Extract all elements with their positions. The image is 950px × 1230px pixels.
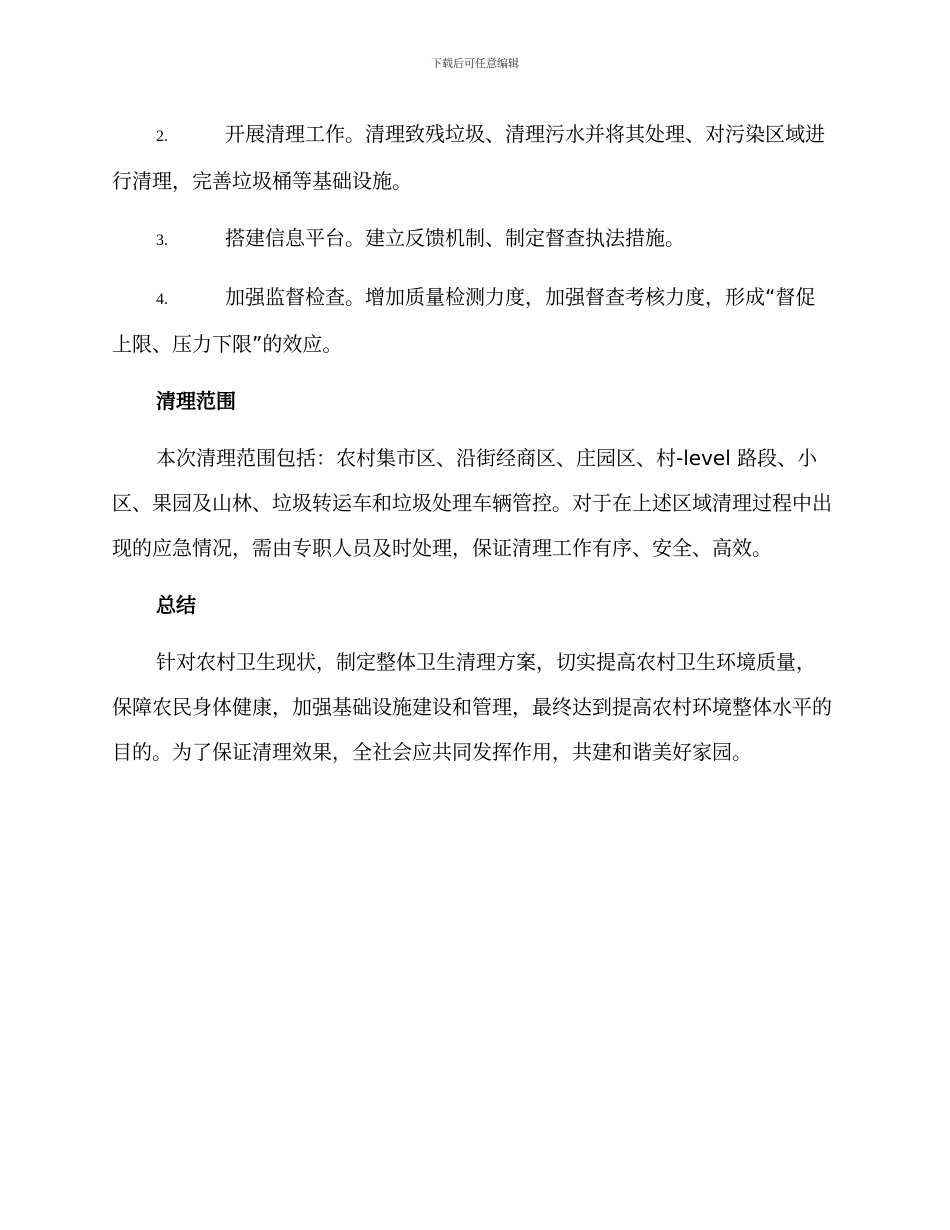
header-note: 下载后可任意编辑 — [431, 57, 519, 70]
list-item-number: 3. — [156, 232, 168, 249]
section-heading-scope: 清理范围 — [156, 389, 236, 413]
list-item-number: 2. — [156, 128, 168, 145]
list-item-text: 开展清理工作。清理致残垃圾、清理污水并将其处理、对污染区域进行清理，完善垃圾桶等基础设施。 — [112, 122, 825, 193]
list-item-number: 4. — [156, 291, 168, 308]
section-heading-summary: 总结 — [156, 593, 196, 617]
list-item — [112, 216, 834, 263]
list-item-text: 搭建信息平台。建立反馈机制、制定督查执法措施。 — [225, 226, 685, 250]
list-item — [112, 275, 834, 367]
document-body — [112, 112, 834, 787]
section-body-scope: 本次清理范围包括：农村集市区、沿街经商区、庄园区、村-level 路段、小区、果园及山林、垃圾转运车和垃圾处理车辆管控。对于在上述区域清理过程中出现的应急情况，需由专职人员及时处理，保证清理工作有序、安全、高效。 — [112, 446, 832, 560]
list-item — [112, 112, 834, 204]
list-item-text: 加强监督检查。增加质量检测力度，加强督查考核力度，形成“督促上限、压力下限”的效应。 — [112, 285, 816, 356]
section-body-summary: 针对农村卫生现状，制定整体卫生清理方案，切实提高农村卫生环境质量，保障农民身体健康，加强基础设施建设和管理，最终达到提高农村环境整体水平的目的。为了保证清理效果，全社会应共同发挥作用，共建和谐美好家园。 — [112, 650, 832, 764]
